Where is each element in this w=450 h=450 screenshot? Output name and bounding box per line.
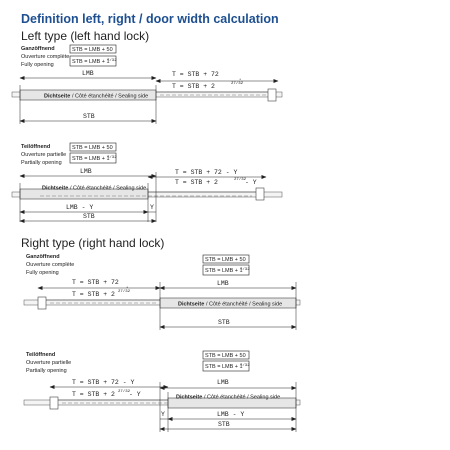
left-full-t2-star: * bbox=[239, 79, 242, 83]
right-full-stb-label: STB bbox=[218, 319, 230, 326]
left-partial-t2: T = STB + 2 bbox=[175, 179, 218, 186]
right-full-formula2: STB = LMB + 1 bbox=[205, 268, 243, 274]
left-full-label-fr: Ouverture complète bbox=[21, 54, 70, 60]
left-full-sealing-bold: Dichtseite bbox=[44, 93, 71, 100]
left-type-heading: Left type (left hand lock) bbox=[21, 29, 150, 43]
right-partial-formula2-fraction: 7/32 bbox=[240, 364, 250, 368]
right-partial-t1: T = STB + 72 - Y bbox=[72, 379, 135, 386]
right-full-lmb-label: LMB bbox=[217, 280, 229, 287]
right-full-label-fr: Ouverture complète bbox=[26, 262, 75, 268]
left-full-formula2: STB = LMB + 1 bbox=[72, 59, 110, 65]
left-full-label-de: Ganzöffnend bbox=[21, 46, 55, 52]
left-full-lmb-label: LMB bbox=[82, 70, 94, 77]
right-full-formula2-fraction: 7/32 bbox=[240, 268, 250, 272]
left-partial-formula1: STB = LMB + 50 bbox=[72, 145, 113, 151]
right-partial-lmb-label: LMB bbox=[217, 379, 229, 386]
right-partial-t2-end: - Y bbox=[129, 391, 141, 398]
right-partial-lmb-y-label: LMB - Y bbox=[217, 411, 245, 418]
left-partial-lmb-label: LMB bbox=[80, 168, 92, 175]
page-title: Definition left, right / door width calculation bbox=[21, 12, 279, 26]
left-partial-label-de: Teilöffnend bbox=[21, 144, 51, 150]
left-full-end-stop bbox=[268, 89, 276, 101]
left-partial-end-stop bbox=[256, 188, 264, 200]
right-partial-sealing-rest: / Côté étanchéité / Sealing side bbox=[204, 394, 281, 401]
right-partial-y-label: Y bbox=[161, 411, 165, 418]
right-full-sealing-rest: / Côté étanchéité / Sealing side bbox=[206, 301, 283, 308]
left-full-t2-sup: 27/32 bbox=[231, 82, 244, 86]
left-partial-label-en: Partially opening bbox=[21, 160, 62, 166]
right-partial-panel bbox=[24, 351, 300, 432]
right-type-heading: Right type (right hand lock) bbox=[21, 236, 165, 250]
left-full-formula1: STB = LMB + 50 bbox=[72, 47, 113, 53]
right-full-label-de: Ganzöffnend bbox=[26, 254, 60, 260]
left-partial-sealing-bold: Dichtseite bbox=[42, 185, 69, 192]
right-partial-stb-label: STB bbox=[218, 421, 230, 428]
left-partial-lmb-y-label: LMB - Y bbox=[66, 204, 94, 211]
right-full-sealing-bold: Dichtseite bbox=[178, 301, 205, 308]
right-partial-t2-sup: 27/32 bbox=[118, 390, 131, 394]
left-full-t1: T = STB + 72 bbox=[172, 71, 219, 78]
left-full-stb-label: STB bbox=[83, 113, 95, 120]
right-full-t2-sup: 27/32 bbox=[118, 290, 131, 294]
left-partial-y-label: Y bbox=[150, 204, 154, 211]
left-full-formula2-fraction: 7/32 bbox=[107, 59, 117, 63]
left-partial-sealing-rest: / Côté étanchéité / Sealing side bbox=[70, 185, 147, 192]
left-partial-stb-label: STB bbox=[83, 213, 95, 220]
right-partial-label-de: Teilöffnend bbox=[26, 352, 56, 358]
right-full-label-en: Fully opening bbox=[26, 270, 59, 276]
right-partial-t2: T = STB + 2 bbox=[72, 391, 115, 398]
left-partial-t2-end: - Y bbox=[245, 179, 257, 186]
right-full-t1: T = STB + 72 bbox=[72, 279, 119, 286]
right-partial-end-stop bbox=[50, 397, 58, 409]
left-full-label-en: Fully opening bbox=[21, 62, 54, 68]
right-full-t2: T = STB + 2 bbox=[72, 291, 115, 298]
left-partial-panel bbox=[12, 143, 282, 222]
left-full-panel bbox=[12, 45, 282, 124]
right-partial-formula2: STB = LMB + 1 bbox=[205, 364, 243, 370]
left-full-t2: T = STB + 2 bbox=[172, 83, 215, 90]
right-full-end-stop bbox=[38, 297, 46, 309]
left-partial-formula2-fraction: 7/32 bbox=[107, 156, 117, 160]
right-full-formula1: STB = LMB + 50 bbox=[205, 257, 246, 263]
left-full-sealing-rest: / Côté étanchéité / Sealing side bbox=[72, 93, 149, 100]
left-partial-formula2: STB = LMB + 1 bbox=[72, 156, 110, 162]
right-full-t2-star: * bbox=[126, 287, 129, 291]
right-full-panel bbox=[24, 254, 300, 330]
left-partial-t2-sup: 27/32 bbox=[234, 178, 247, 182]
right-partial-sealing-bold: Dichtseite bbox=[176, 394, 203, 401]
right-partial-formula1: STB = LMB + 50 bbox=[205, 353, 246, 359]
left-partial-t1: T = STB + 72 - Y bbox=[175, 169, 238, 176]
right-partial-label-en: Partially opening bbox=[26, 368, 67, 374]
right-partial-label-fr: Ouverture partielle bbox=[26, 360, 72, 366]
left-partial-label-fr: Ouverture partielle bbox=[21, 152, 67, 158]
